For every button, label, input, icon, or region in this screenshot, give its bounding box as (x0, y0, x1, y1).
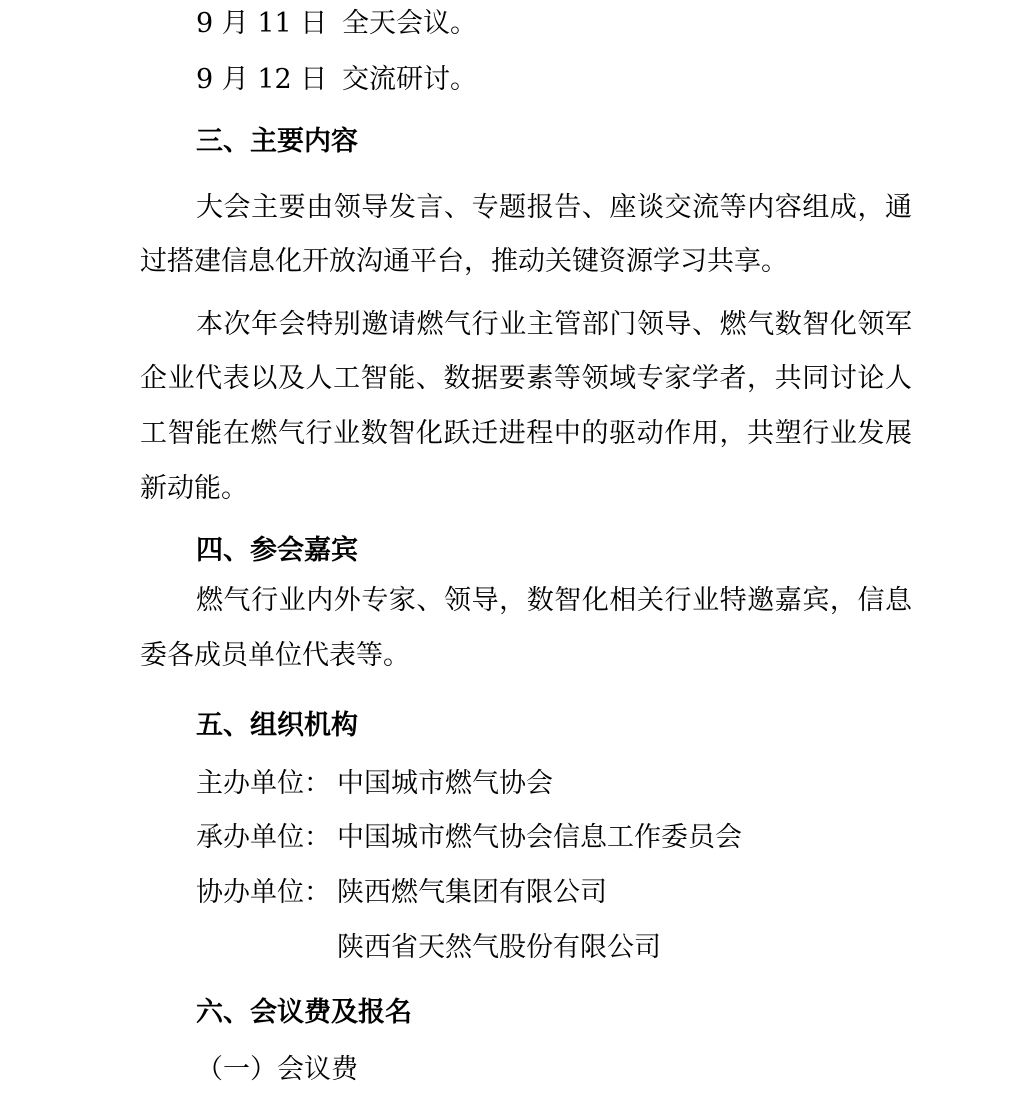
schedule-text: 交流研讨。 (342, 64, 477, 95)
subsection-heading: （一）会议费 (196, 1054, 358, 1085)
schedule-date: 9 月 11 日 (196, 8, 328, 39)
section-heading: 三、主要内容 (196, 126, 358, 157)
paragraph-line: 新动能。 (140, 473, 248, 504)
paragraph-line: 企业代表以及人工智能、数据要素等领域专家学者，共同讨论人 (140, 363, 912, 394)
org-host-row (196, 764, 553, 804)
org-organizer-row (196, 818, 742, 858)
schedule-item-2 (196, 60, 477, 100)
paragraph-line: 过搭建信息化开放沟通平台，推动关键资源学习共享。 (140, 246, 788, 277)
org-label: 主办单位： (196, 768, 331, 799)
org-value: 中国城市燃气协会 (337, 768, 553, 799)
org-value: 陕西省天然气股份有限公司 (337, 932, 661, 963)
org-label: 协办单位： (196, 877, 331, 908)
schedule-item-1 (196, 4, 477, 44)
org-co-row (196, 873, 607, 913)
paragraph-line: 燃气行业内外专家、领导，数智化相关行业特邀嘉宾，信息 (196, 585, 912, 616)
section-heading: 五、组织机构 (196, 710, 358, 741)
paragraph-line: 工智能在燃气行业数智化跃迁进程中的驱动作用，共塑行业发展 (140, 418, 912, 449)
paragraph-line: 本次年会特别邀请燃气行业主管部门领导、燃气数智化领军 (196, 309, 912, 340)
schedule-text: 全天会议。 (342, 8, 477, 39)
paragraph-line: 委各成员单位代表等。 (140, 640, 410, 671)
section-heading: 四、参会嘉宾 (196, 535, 358, 566)
org-value: 陕西燃气集团有限公司 (337, 877, 607, 908)
schedule-date: 9 月 12 日 (196, 64, 328, 95)
paragraph-line: 大会主要由领导发言、专题报告、座谈交流等内容组成，通 (196, 192, 912, 223)
section-heading: 六、会议费及报名 (196, 997, 412, 1028)
org-label: 承办单位： (196, 822, 331, 853)
org-value: 中国城市燃气协会信息工作委员会 (337, 822, 742, 853)
